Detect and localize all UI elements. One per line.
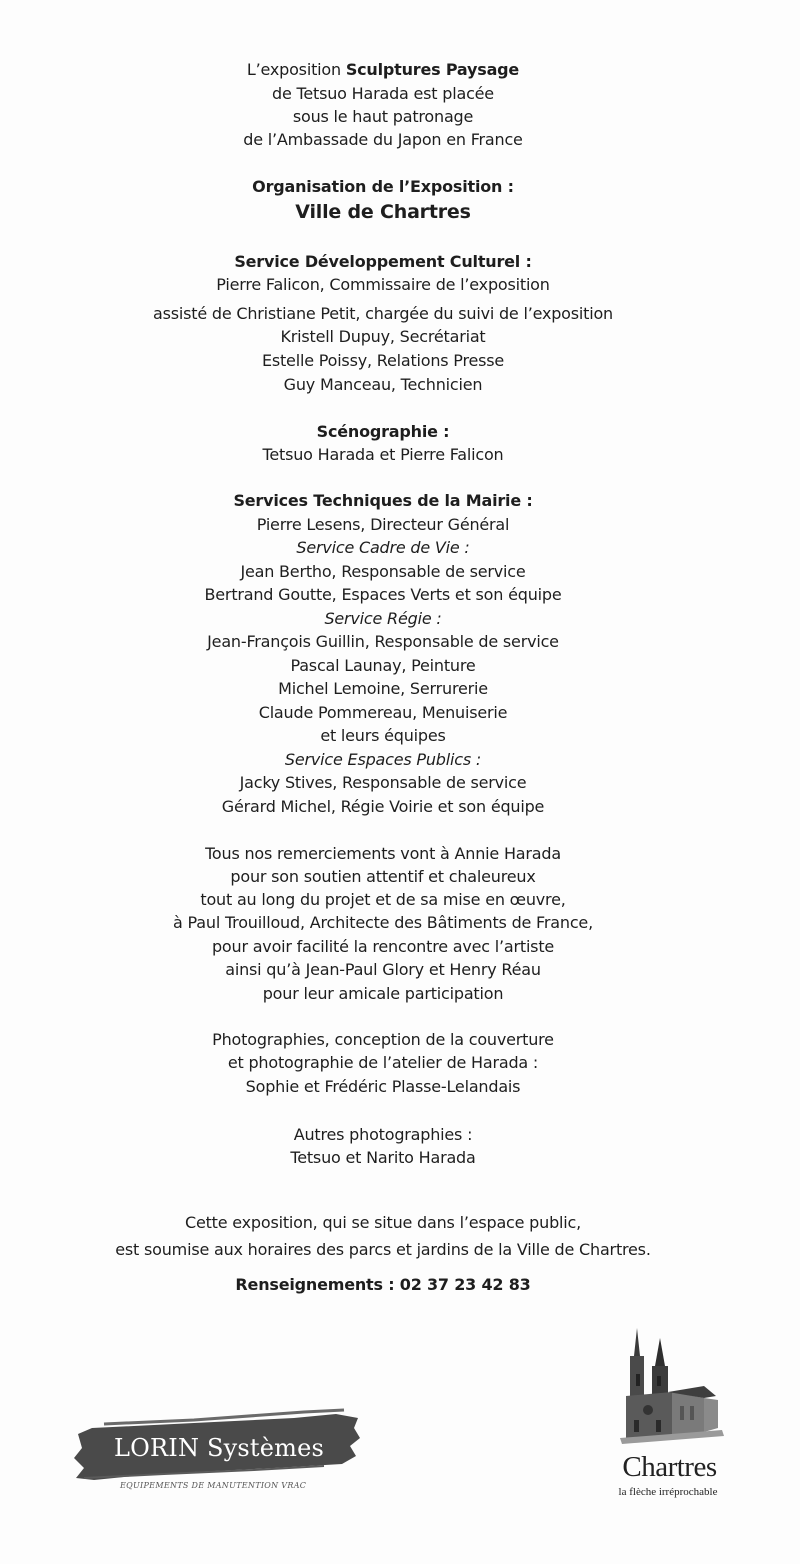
service-culturel-line-3: Kristell Dupuy, Secrétariat bbox=[280, 327, 486, 346]
photographies-line-3: Sophie et Frédéric Plasse-Lelandais bbox=[245, 1077, 521, 1096]
cadre-de-vie-line-2: Bertrand Goutte, Espaces Verts et son équipe bbox=[204, 585, 562, 604]
regie-line-4: Claude Pommereau, Menuiserie bbox=[258, 703, 508, 722]
remerciements-line-5: pour avoir facilité la rencontre avec l’artiste bbox=[211, 937, 555, 956]
service-culturel-line-1: Pierre Falicon, Commissaire de l’exposition bbox=[216, 275, 550, 294]
cadre-de-vie-heading: Service Cadre de Vie : bbox=[296, 538, 470, 557]
remerciements-line-2: pour son soutien attentif et chaleureux bbox=[230, 867, 536, 886]
remerciements-line-4: à Paul Trouilloud, Architecte des Bâtiments de France, bbox=[173, 913, 593, 932]
chartres-tagline: la flèche irréprochable bbox=[618, 1486, 718, 1498]
patronage-line-1 bbox=[0, 60, 766, 80]
regie-line-2: Pascal Launay, Peinture bbox=[290, 656, 476, 675]
cathedral-icon bbox=[612, 1326, 732, 1451]
remerciements-line-3: tout au long du projet et de sa mise en œuvre, bbox=[200, 890, 566, 909]
patronage-line-2: de Tetsuo Harada est placée bbox=[272, 84, 494, 103]
services-techniques-director: Pierre Lesens, Directeur Général bbox=[256, 515, 510, 534]
patronage-prefix: L’exposition bbox=[246, 60, 346, 79]
remerciements-line-7: pour leur amicale participation bbox=[262, 984, 504, 1003]
organisation-heading: Organisation de l’Exposition : bbox=[252, 177, 514, 196]
exhibition-title: Sculptures Paysage bbox=[345, 60, 520, 79]
service-culturel-line-5: Guy Manceau, Technicien bbox=[283, 375, 483, 394]
lorin-name: LORIN Systèmes bbox=[114, 1434, 325, 1462]
remerciements-line-1: Tous nos remerciements vont à Annie Harada bbox=[205, 844, 561, 863]
espaces-publics-heading: Service Espaces Publics : bbox=[284, 750, 482, 769]
scenographie-heading: Scénographie : bbox=[316, 422, 450, 441]
services-techniques-heading: Services Techniques de la Mairie : bbox=[233, 491, 533, 510]
regie-heading: Service Régie : bbox=[324, 609, 442, 628]
regie-line-5: et leurs équipes bbox=[320, 726, 446, 745]
autres-photographies-line-2: Tetsuo et Narito Harada bbox=[290, 1148, 476, 1167]
lorin-systemes-logo bbox=[74, 1408, 364, 1496]
lorin-tagline: EQUIPEMENTS DE MANUTENTION VRAC bbox=[120, 1481, 307, 1490]
remerciements-line-6: ainsi qu’à Jean-Paul Glory et Henry Réau bbox=[225, 960, 541, 979]
regie-line-3: Michel Lemoine, Serrurerie bbox=[278, 679, 488, 698]
horaires-line-2: est soumise aux horaires des parcs et jardins de la Ville de Chartres. bbox=[115, 1240, 651, 1259]
scenographie-line: Tetsuo Harada et Pierre Falicon bbox=[262, 445, 504, 464]
organisation-name: Ville de Chartres bbox=[295, 201, 471, 223]
photographies-line-2: et photographie de l’atelier de Harada : bbox=[227, 1053, 539, 1072]
patronage-line-3: sous le haut patronage bbox=[292, 107, 474, 126]
patronage-line-4: de l’Ambassade du Japon en France bbox=[243, 130, 523, 149]
horaires-line-1: Cette exposition, qui se situe dans l’espace public, bbox=[184, 1213, 582, 1232]
chartres-name: Chartres bbox=[622, 1451, 717, 1483]
autres-photographies-line-1: Autres photographies : bbox=[293, 1125, 473, 1144]
chartres-logo bbox=[612, 1326, 732, 1501]
photographies-line-1: Photographies, conception de la couverture bbox=[212, 1030, 554, 1049]
espaces-publics-line-1: Jacky Stives, Responsable de service bbox=[239, 773, 527, 792]
cadre-de-vie-line-1: Jean Bertho, Responsable de service bbox=[240, 562, 526, 581]
service-culturel-line-4: Estelle Poissy, Relations Presse bbox=[261, 351, 505, 370]
espaces-publics-line-2: Gérard Michel, Régie Voirie et son équipe bbox=[221, 797, 545, 816]
service-culturel-heading: Service Développement Culturel : bbox=[234, 252, 532, 271]
regie-line-1: Jean-François Guillin, Responsable de service bbox=[207, 632, 559, 651]
service-culturel-line-2: assisté de Christiane Petit, chargée du suivi de l’exposition bbox=[153, 304, 613, 323]
renseignements-phone: Renseignements : 02 37 23 42 83 bbox=[235, 1275, 531, 1294]
